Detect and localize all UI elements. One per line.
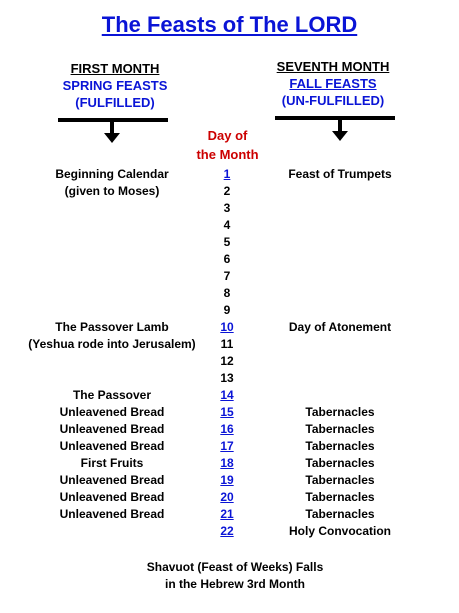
right-down-arrow-icon — [332, 131, 348, 141]
calendar-row — [0, 438, 459, 455]
day-number-link[interactable]: 18 — [220, 456, 234, 470]
seventh-month-header — [253, 58, 413, 109]
fall-feasts-label: FALL FEASTS — [289, 76, 377, 91]
right-arrow-stem — [338, 118, 342, 132]
fall-feast-cell: Tabernacles — [305, 473, 375, 487]
spring-feast-cell: Beginning Calendar — [55, 167, 169, 181]
calendar-row — [0, 370, 459, 387]
fall-feast-cell: Tabernacles — [305, 456, 375, 470]
spring-feasts-label: SPRING FEASTS — [62, 78, 168, 93]
day-number: 12 — [220, 354, 234, 368]
day-number: 9 — [223, 303, 231, 317]
calendar-row — [0, 285, 459, 302]
day-number: 4 — [223, 218, 231, 232]
spring-feast-cell: The Passover Lamb — [55, 320, 169, 334]
calendar-row — [0, 353, 459, 370]
first-month-label: FIRST MONTH — [70, 61, 160, 76]
calendar-row — [0, 489, 459, 506]
left-arrow-stem — [110, 120, 114, 134]
day-number-link[interactable]: 16 — [220, 422, 234, 436]
spring-feast-cell: (Yeshua rode into Jerusalem) — [28, 337, 196, 351]
fall-feast-cell: Tabernacles — [305, 490, 375, 504]
calendar-row — [0, 455, 459, 472]
seventh-month-label: SEVENTH MONTH — [276, 59, 390, 74]
right-divider-bar — [275, 116, 395, 120]
day-number-link[interactable]: 20 — [220, 490, 234, 504]
calendar-row — [0, 319, 459, 336]
day-number-link[interactable]: 17 — [220, 439, 234, 453]
day-number-link[interactable]: 19 — [220, 473, 234, 487]
calendar-row — [0, 472, 459, 489]
spring-feast-cell: First Fruits — [80, 456, 144, 470]
page-title-text: The Feasts of The LORD — [101, 12, 358, 37]
calendar-row — [0, 217, 459, 234]
calendar-row — [0, 183, 459, 200]
day-number-link[interactable]: 21 — [220, 507, 234, 521]
calendar-row — [0, 387, 459, 404]
calendar-row — [0, 506, 459, 523]
calendar-row — [0, 523, 459, 540]
calendar-row — [0, 166, 459, 183]
calendar-row — [0, 404, 459, 421]
spring-feast-cell: The Passover — [72, 388, 152, 402]
spring-feast-cell: (given to Moses) — [64, 184, 160, 198]
fall-feast-cell: Feast of Trumpets — [288, 167, 392, 181]
day-number-link[interactable]: 14 — [220, 388, 234, 402]
day-label-line1: Day of — [207, 128, 248, 143]
footer-note — [100, 559, 370, 593]
day-number: 5 — [223, 235, 231, 249]
first-month-header — [40, 60, 190, 111]
day-number: 2 — [223, 184, 231, 198]
left-down-arrow-icon — [104, 133, 120, 143]
day-number: 8 — [223, 286, 231, 300]
spring-feast-cell: Unleavened Bread — [59, 439, 165, 453]
calendar-row — [0, 421, 459, 438]
un-fulfilled-label: (UN-FULFILLED) — [281, 93, 385, 108]
fall-feast-cell: Day of Atonement — [288, 320, 392, 334]
fall-feast-cell: Tabernacles — [305, 507, 375, 521]
calendar-row — [0, 268, 459, 285]
day-number-link[interactable]: 1 — [223, 167, 231, 181]
spring-feast-cell: Unleavened Bread — [59, 490, 165, 504]
day-number: 11 — [220, 337, 234, 351]
footer-line1: Shavuot (Feast of Weeks) Falls — [146, 560, 324, 574]
footer-line2: in the Hebrew 3rd Month — [164, 577, 305, 591]
day-of-month-label — [185, 126, 270, 164]
fall-feast-cell: Tabernacles — [305, 422, 375, 436]
page-title — [0, 12, 459, 38]
calendar-row — [0, 200, 459, 217]
fall-feast-cell: Tabernacles — [305, 439, 375, 453]
fulfilled-label: (FULFILLED) — [75, 95, 155, 110]
day-number: 7 — [223, 269, 231, 283]
spring-feast-cell: Unleavened Bread — [59, 473, 165, 487]
day-label-line2: the Month — [196, 147, 259, 162]
day-number-link[interactable]: 22 — [220, 524, 234, 538]
spring-feast-cell: Unleavened Bread — [59, 507, 165, 521]
calendar-row — [0, 336, 459, 353]
day-number: 3 — [223, 201, 231, 215]
calendar-row — [0, 234, 459, 251]
spring-feast-cell: Unleavened Bread — [59, 422, 165, 436]
calendar-row — [0, 302, 459, 319]
fall-feast-cell: Holy Convocation — [288, 524, 391, 538]
day-number-link[interactable]: 15 — [220, 405, 234, 419]
fall-feast-cell: Tabernacles — [305, 405, 375, 419]
spring-feast-cell: Unleavened Bread — [59, 405, 165, 419]
day-number: 13 — [220, 371, 234, 385]
calendar-row — [0, 251, 459, 268]
day-number: 6 — [223, 252, 231, 266]
day-number-link[interactable]: 10 — [220, 320, 234, 334]
